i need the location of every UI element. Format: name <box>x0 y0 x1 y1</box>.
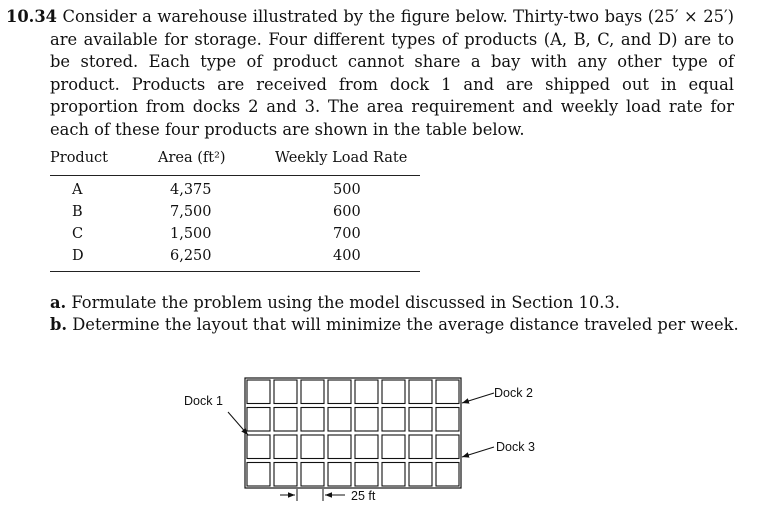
storage-bay <box>247 408 270 432</box>
problem-statement <box>6 6 734 141</box>
storage-bay <box>328 463 351 487</box>
cell-area: 6,250 <box>170 248 212 264</box>
cell-product: A <box>72 182 83 198</box>
storage-bay <box>301 380 324 404</box>
storage-bay <box>409 435 432 459</box>
header-area: Area (ft²) <box>158 150 226 166</box>
storage-bay <box>436 435 459 459</box>
storage-bay <box>328 408 351 432</box>
warehouse-outline <box>245 378 461 488</box>
storage-bay <box>301 463 324 487</box>
storage-bay <box>436 408 459 432</box>
part-label: b. <box>50 315 68 334</box>
storage-bay <box>436 463 459 487</box>
storage-bay <box>328 380 351 404</box>
storage-bay <box>247 380 270 404</box>
part-text: Determine the layout that will minimize the average distance traveled per week. <box>72 315 739 334</box>
dock2-arrow <box>462 393 494 403</box>
cell-area: 4,375 <box>170 182 212 198</box>
dock3-arrow <box>462 447 494 457</box>
cell-area: 1,500 <box>170 226 212 242</box>
storage-bay <box>274 380 297 404</box>
part-text: Formulate the problem using the model discussed in Section 10.3. <box>71 293 620 312</box>
storage-bay <box>382 380 405 404</box>
part-label: a. <box>50 293 67 312</box>
storage-bay <box>301 408 324 432</box>
cell-load: 600 <box>333 204 361 220</box>
part-b <box>50 314 739 336</box>
storage-bay <box>247 435 270 459</box>
header-load-rate: Weekly Load Rate <box>275 150 408 166</box>
storage-bay <box>436 380 459 404</box>
storage-bay <box>382 435 405 459</box>
cell-product: B <box>72 204 83 220</box>
header-product: Product <box>50 150 108 166</box>
storage-bay <box>328 435 351 459</box>
storage-bay <box>409 408 432 432</box>
storage-bay <box>247 463 270 487</box>
storage-bay <box>355 463 378 487</box>
storage-bay <box>409 463 432 487</box>
storage-bay <box>274 435 297 459</box>
cell-load: 700 <box>333 226 361 242</box>
problem-parts <box>50 292 739 336</box>
storage-bay <box>274 463 297 487</box>
bay-grid <box>245 378 461 488</box>
storage-bay <box>409 380 432 404</box>
cell-product: D <box>72 248 84 264</box>
cell-product: C <box>72 226 84 242</box>
storage-bay <box>382 463 405 487</box>
storage-bay <box>382 408 405 432</box>
part-a <box>50 292 739 314</box>
dock1-label: Dock 1 <box>184 394 223 408</box>
table-rule-top <box>50 175 420 176</box>
table-rule-bottom <box>50 271 420 272</box>
storage-bay <box>301 435 324 459</box>
dock3-label: Dock 3 <box>496 440 535 454</box>
cell-load: 500 <box>333 182 361 198</box>
cell-area: 7,500 <box>170 204 212 220</box>
cell-load: 400 <box>333 248 361 264</box>
dock2-label: Dock 2 <box>494 386 533 400</box>
problem-text: Consider a warehouse illustrated by the figure below. Thirty-two bays (25′ × 25′) are available for storage. Four different types of products (A, B, C, and D) are to be stored. Each type of product cannot share a bay with any other type of product. Products are received from dock 1 and are shipped out in equal proportion from docks 2 and 3. The area requirement and weekly load rate for each of these four products are shown in the table below. <box>50 7 734 139</box>
storage-bay <box>355 380 378 404</box>
storage-bay <box>355 408 378 432</box>
storage-bay <box>274 408 297 432</box>
problem-number: 10.34 <box>6 7 57 26</box>
dimension-marker <box>280 489 345 501</box>
bay-size-label: 25 ft <box>351 489 376 503</box>
storage-bay <box>355 435 378 459</box>
warehouse-figure <box>0 360 760 516</box>
